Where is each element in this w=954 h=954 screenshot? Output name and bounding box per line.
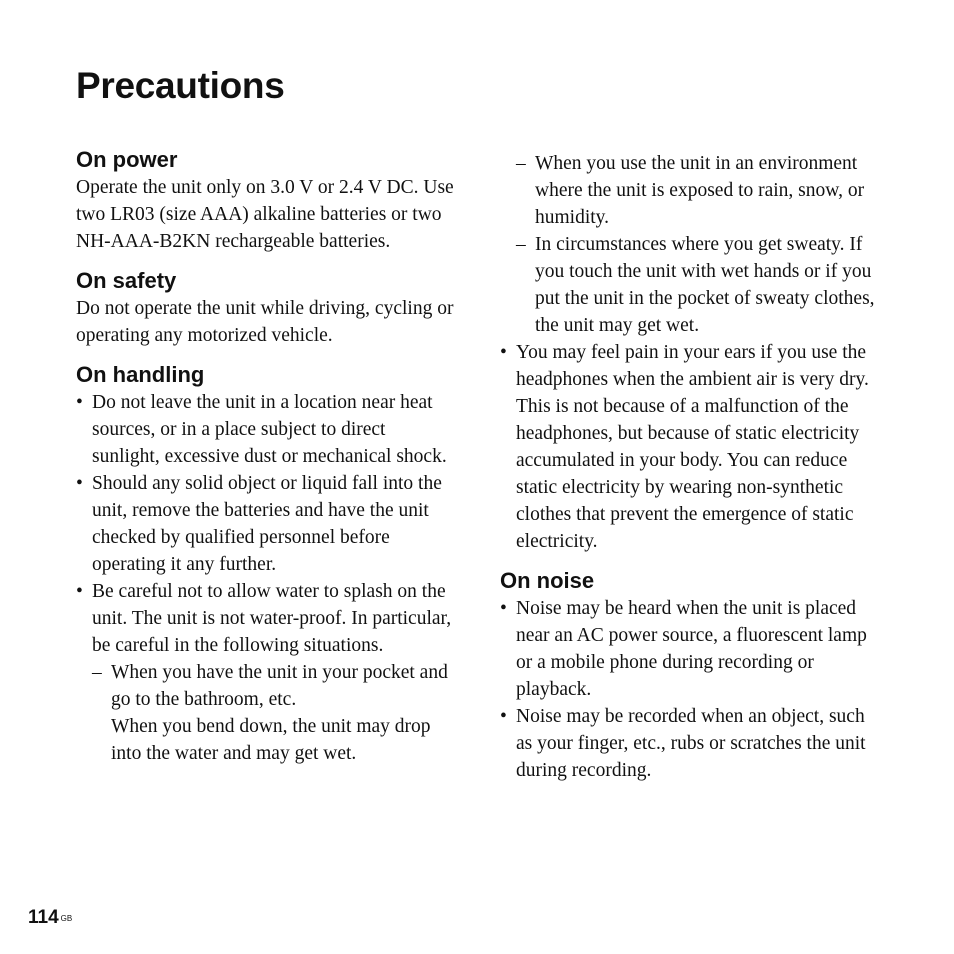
left-column (76, 146, 456, 767)
sub-list-note: When you bend down, the unit may drop into the water and may get wet. (111, 716, 431, 764)
list-item: • Do not leave the unit in a location near heat sources, or in a place subject to direct sunlight, excessive dust or mechanical shock. (76, 389, 456, 470)
section-heading-power: On power (76, 147, 178, 172)
right-column (500, 146, 880, 784)
list-item: • Noise may be heard when the unit is placed near an AC power source, a fluorescent lamp or a mobile phone during recording or playback. (500, 595, 880, 703)
situations-list (500, 150, 880, 555)
noise-list (500, 595, 880, 784)
sub-list-item: – When you have the unit in your pocket and go to the bathroom, etc. (76, 659, 456, 713)
sub-list-item: – When you use the unit in an environment where the unit is exposed to rain, snow, or humidity. (500, 150, 880, 231)
section-heading-handling: On handling (76, 362, 205, 387)
list-item: • Should any solid object or liquid fall into the unit, remove the batteries and have the unit checked by qualified personnel before operating it any further. (76, 470, 456, 578)
list-item: • You may feel pain in your ears if you use the headphones when the ambient air is very dry. This is not because of a malfunction of the headphones, but because of static electricity accumulated in your body. You can reduce static electricity by wearing non-synthetic clothes that prevent the emergence of static electricity. (500, 339, 880, 555)
page-title: Precautions (76, 65, 285, 106)
power-text: Operate the unit only on 3.0 V or 2.4 V DC. Use two LR03 (size AAA) alkaline batteries or two NH-AAA-B2KN rechargeable batteries. (76, 177, 454, 252)
page-number (28, 906, 72, 930)
safety-text: Do not operate the unit while driving, cycling or operating any motorized vehicle. (76, 298, 454, 346)
section-heading-safety: On safety (76, 268, 177, 293)
sub-list-item: – In circumstances where you get sweaty. If you touch the unit with wet hands or if you put the unit in the pocket of sweaty clothes, the unit may get wet. (500, 231, 880, 339)
list-item: • Be careful not to allow water to splash on the unit. The unit is not water-proof. In particular, be careful in the following situations. (76, 578, 456, 659)
list-item: • Noise may be recorded when an object, such as your finger, etc., rubs or scratches the unit during recording. (500, 703, 880, 784)
page-number-suffix: GB (60, 914, 73, 923)
handling-list (76, 389, 456, 713)
section-heading-noise: On noise (500, 568, 595, 593)
page-number-value: 114 (28, 907, 59, 928)
